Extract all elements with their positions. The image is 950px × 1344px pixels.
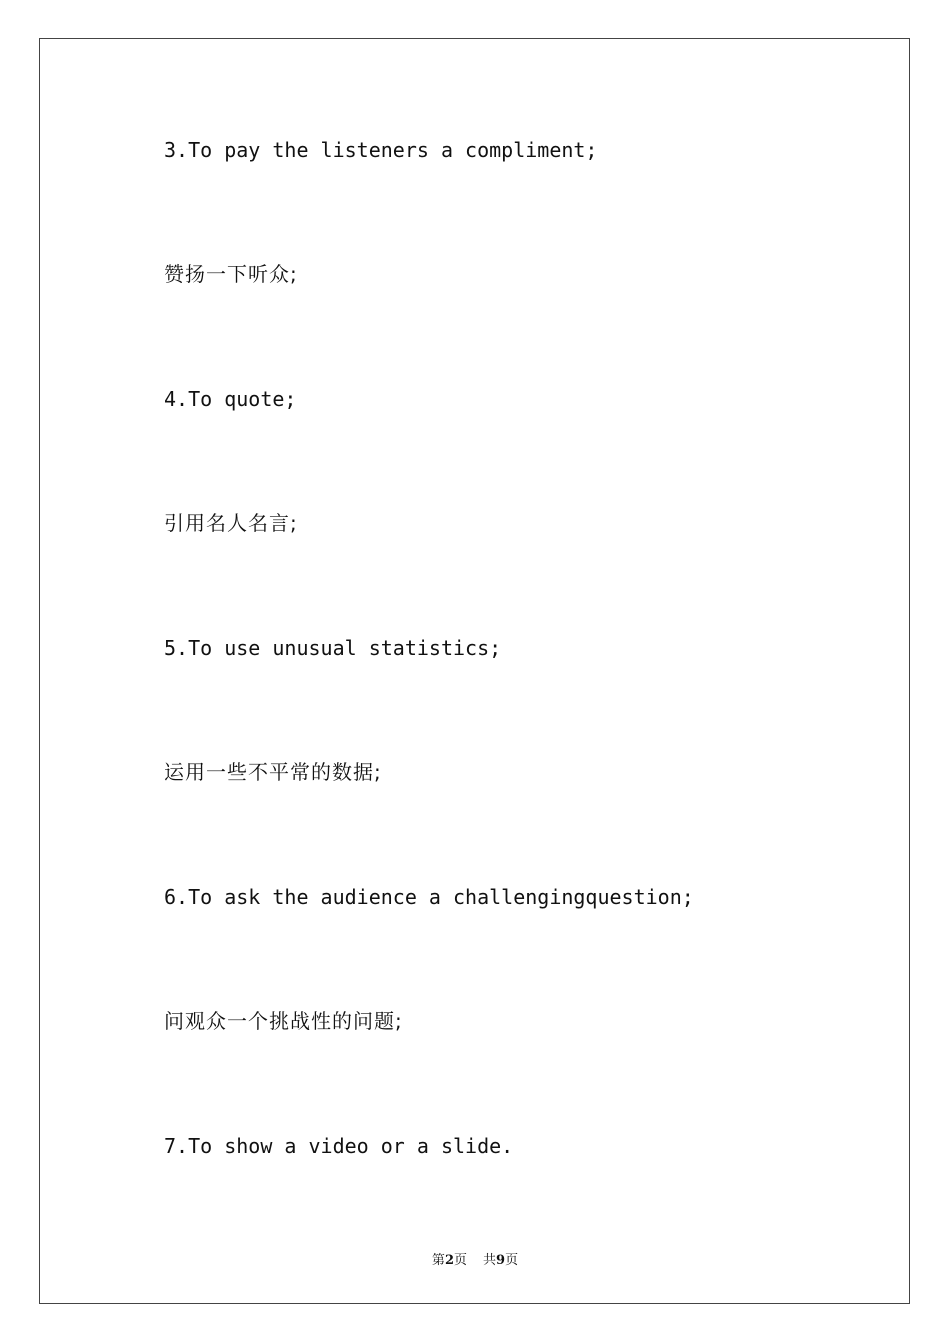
page-number: 2 bbox=[444, 1253, 454, 1268]
page-border bbox=[39, 38, 910, 1304]
page-prefix: 第 bbox=[431, 1253, 445, 1268]
item-3-en: 3.To pay the listeners a compliment; bbox=[164, 138, 598, 162]
item-6-zh: 问观众一个挑战性的问题; bbox=[164, 1009, 403, 1033]
item-6-en: 6.To ask the audience a challengingquestion; bbox=[164, 885, 694, 909]
item-7-en: 7.To show a video or a slide. bbox=[164, 1134, 514, 1158]
total-pages: 9 bbox=[496, 1253, 506, 1268]
item-4-en: 4.To quote; bbox=[164, 387, 297, 411]
page-footer bbox=[0, 1249, 950, 1268]
item-4-zh: 引用名人名言; bbox=[164, 511, 298, 535]
item-5-zh: 运用一些不平常的数据; bbox=[164, 760, 382, 784]
total-suffix: 页 bbox=[505, 1253, 519, 1268]
item-3-zh: 赞扬一下听众; bbox=[164, 262, 298, 286]
item-5-en: 5.To use unusual statistics; bbox=[164, 636, 502, 660]
total-prefix: 共 bbox=[483, 1253, 497, 1268]
page-suffix: 页 bbox=[453, 1253, 467, 1268]
